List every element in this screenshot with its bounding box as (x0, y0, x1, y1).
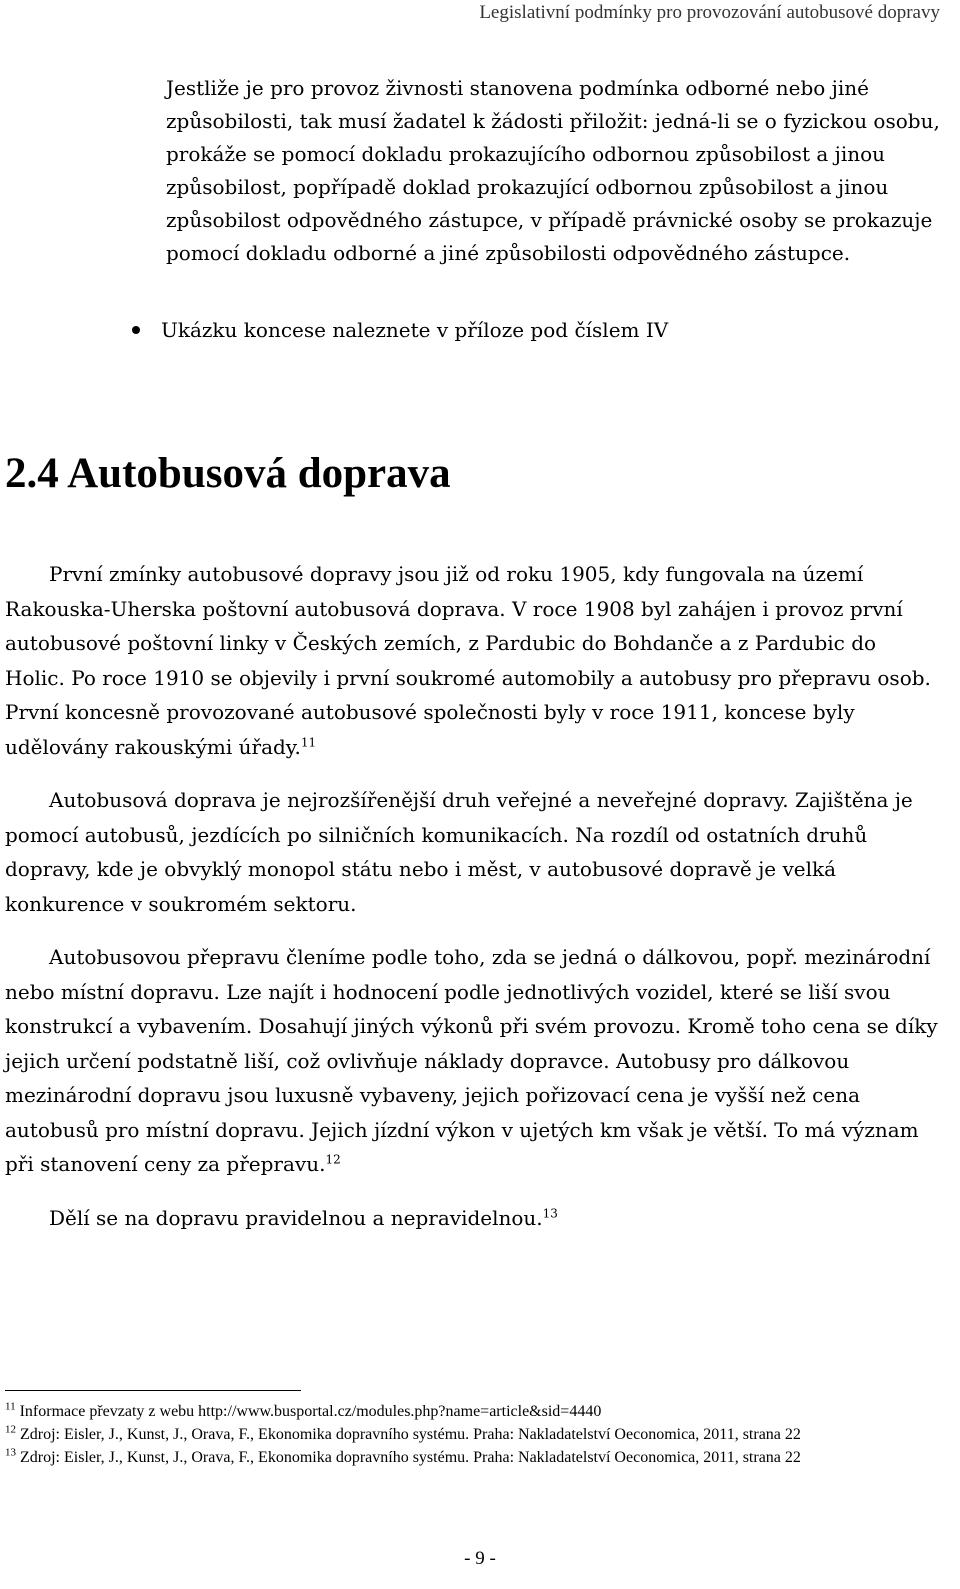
footnote-number: 12 (5, 1423, 16, 1436)
bullet-item (132, 314, 668, 347)
footnote-ref[interactable]: 13 (542, 1205, 558, 1220)
footnote-number: 11 (5, 1400, 16, 1413)
section-heading: 2.4 Autobusová doprava (5, 450, 451, 497)
body-paragraph (5, 783, 940, 921)
continuation-block (166, 72, 946, 270)
footnote-ref[interactable]: 11 (300, 734, 317, 749)
bullet-icon (132, 326, 140, 334)
footnote (5, 1446, 925, 1469)
paragraph-text: Dělí se na dopravu pravidelnou a nepravidelnou. (49, 1205, 543, 1230)
footnote (5, 1423, 925, 1446)
paragraph-text: Autobusovou přepravu členíme podle toho, zda se jedná o dálkovou, popř. mezinárodní nebo místní dopravu. Lze najít i hodnocení podle jednotlivých vozidel, které se liší svou konstrukcí a vybavením. Dosahují jiných výkonů při svém provozu. Kromě toho cena se díky jejich určení podstatně liší, což ovlivňuje náklady dopravce. Autobusy pro dálkovou mezinárodní dopravu jsou luxusně vybaveny, jejich pořizovací cena je vyšší než cena autobusů pro místní dopravu. Jejich jízdní výkon v ujetých km však je větší. To má význam při stanovení ceny za přepravu. (5, 945, 938, 1176)
footnote-number: 13 (5, 1446, 16, 1459)
running-header: Legislativní podmínky pro provozování autobusové dopravy (479, 2, 940, 23)
footnote-text: Zdroj: Eisler, J., Kunst, J., Orava, F., Ekonomika dopravního systému. Praha: Nakladatelství Oeconomica, 2011, strana 22 (20, 1449, 801, 1466)
footnotes (5, 1400, 925, 1469)
body-paragraph (5, 940, 940, 1182)
body-paragraph (5, 557, 940, 764)
footnote (5, 1400, 925, 1423)
paragraph-text: První zmínky autobusové dopravy jsou již od roku 1905, kdy fungovala na území Rakouska-Uherska poštovní autobusová doprava. V roce 1908 byl zahájen i provoz první autobusové poštovní linky v Českých zemích, z Pardubic do Bohdanče a z Pardubic do Holic. Po roce 1910 se objevily i první soukromé automobily a autobusy pro přepravu osob. První koncesně provozované autobusové společnosti byly v roce 1911, koncese byly udělovány rakouskými úřady. (5, 562, 931, 759)
page-number: - 9 - (464, 1548, 496, 1569)
footnote-text: Informace převzaty z webu http://www.busportal.cz/modules.php?name=article&sid=4440 (19, 1403, 602, 1420)
footnote-separator (5, 1390, 301, 1391)
footnote-text: Zdroj: Eisler, J., Kunst, J., Orava, F., Ekonomika dopravního systému. Praha: Nakladatelství Oeconomica, 2011, strana 22 (20, 1426, 801, 1443)
footnote-ref[interactable]: 12 (325, 1152, 341, 1167)
bullet-text: Ukázku koncese naleznete v příloze pod číslem IV (161, 318, 669, 342)
continuation-paragraph: Jestliže je pro provoz živnosti stanovena podmínka odborné nebo jiné způsobilosti, tak musí žadatel k žádosti přiložit: jedná-li se o fyzickou osobu, prokáže se pomocí dokladu prokazujícího odbornou způsobilost a jinou způsobilost, popřípadě doklad prokazující odbornou způsobilost a jinou způsobilost odpovědného zástupce, v případě právnické osoby se prokazuje pomocí dokladu odborné a jiné způsobilosti odpovědného zástupce. (166, 76, 940, 265)
paragraph-text: Autobusová doprava je nejrozšířenější druh veřejné a neveřejné dopravy. Zajištěna je pomocí autobusů, jezdících po silničních komunikacích. Na rozdíl od ostatních druhů dopravy, kde je obvyklý monopol státu nebo i měst, v autobusové dopravě je velká konkurence v soukromém sektoru. (5, 788, 913, 916)
section-body (5, 557, 940, 1254)
body-paragraph (5, 1201, 940, 1236)
